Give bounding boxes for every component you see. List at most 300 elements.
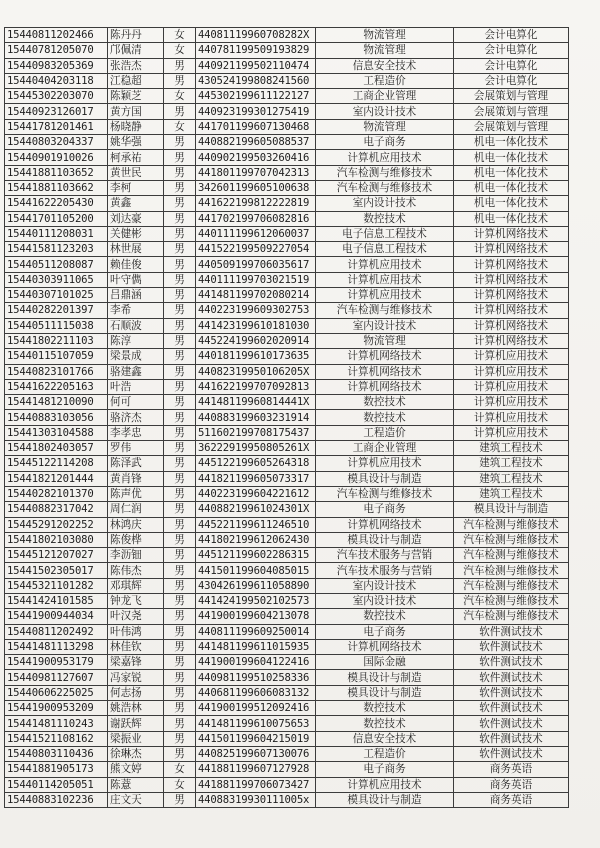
id-card-number-cell: 441622199812222819	[196, 196, 316, 211]
student-name-cell: 张浩杰	[108, 58, 164, 73]
student-id-cell: 15441481110243	[5, 716, 108, 731]
student-name-cell: 刘达豪	[108, 211, 164, 226]
class-cell: 商务英语	[454, 792, 569, 807]
student-name-cell: 黄方国	[108, 104, 164, 119]
class-cell: 计算机网络技术	[454, 226, 569, 241]
student-name-cell: 李柯	[108, 180, 164, 195]
student-id-cell: 15441303104588	[5, 425, 108, 440]
major-cell: 电子信息工程技术	[316, 242, 454, 257]
major-cell: 电子商务	[316, 762, 454, 777]
student-name-cell: 李沥钿	[108, 548, 164, 563]
class-cell: 建筑工程技术	[454, 441, 569, 456]
table-row	[5, 43, 569, 58]
major-cell: 汽车检测与维修技术	[316, 180, 454, 195]
id-card-number-cell: 441802199612062430	[196, 532, 316, 547]
student-name-cell: 柯承祐	[108, 150, 164, 165]
class-cell: 汽车检测与维修技术	[454, 563, 569, 578]
gender-cell: 男	[164, 425, 196, 440]
major-cell: 数控技术	[316, 701, 454, 716]
student-id-cell: 15440511208087	[5, 257, 108, 272]
student-id-cell: 15441521108162	[5, 731, 108, 746]
major-cell: 计算机应用技术	[316, 288, 454, 303]
student-id-cell: 15441802103080	[5, 532, 108, 547]
table-row	[5, 456, 569, 471]
student-id-cell: 15440983205369	[5, 58, 108, 73]
table-row	[5, 639, 569, 654]
student-id-cell: 15441900953209	[5, 701, 108, 716]
id-card-number-cell: 441801199707042313	[196, 165, 316, 180]
id-card-number-cell: 441481199611015935	[196, 639, 316, 654]
major-cell: 工程造价	[316, 73, 454, 88]
table-row	[5, 670, 569, 685]
gender-cell: 男	[164, 624, 196, 639]
table-row	[5, 349, 569, 364]
table-row	[5, 135, 569, 150]
student-id-cell: 15441622205163	[5, 379, 108, 394]
table-row	[5, 226, 569, 241]
gender-cell: 男	[164, 318, 196, 333]
student-name-cell: 何可	[108, 395, 164, 410]
gender-cell: 男	[164, 150, 196, 165]
student-id-cell: 15441821201444	[5, 471, 108, 486]
class-cell: 会展策划与管理	[454, 89, 569, 104]
gender-cell: 男	[164, 104, 196, 119]
major-cell: 电子商务	[316, 502, 454, 517]
gender-cell: 男	[164, 410, 196, 425]
student-id-cell: 15440606225025	[5, 685, 108, 700]
id-card-number-cell: 342601199605100638	[196, 180, 316, 195]
student-id-cell: 15440511115038	[5, 318, 108, 333]
id-card-number-cell: 440223199604221612	[196, 486, 316, 501]
major-cell: 计算机应用技术	[316, 456, 454, 471]
student-name-cell: 冯家锐	[108, 670, 164, 685]
table-row	[5, 73, 569, 88]
class-cell: 会展策划与管理	[454, 104, 569, 119]
table-row	[5, 563, 569, 578]
table-row	[5, 578, 569, 593]
class-cell: 汽车检测与维修技术	[454, 578, 569, 593]
table-row	[5, 242, 569, 257]
id-card-number-cell: 440681199606083132	[196, 685, 316, 700]
class-cell: 建筑工程技术	[454, 486, 569, 501]
student-id-cell: 15440115107059	[5, 349, 108, 364]
id-card-number-cell: 430426199611058890	[196, 578, 316, 593]
class-cell: 汽车检测与维修技术	[454, 548, 569, 563]
gender-cell: 男	[164, 639, 196, 654]
gender-cell: 男	[164, 792, 196, 807]
id-card-number-cell: 441702199706082816	[196, 211, 316, 226]
class-cell: 软件测试技术	[454, 685, 569, 700]
gender-cell: 男	[164, 441, 196, 456]
student-id-cell: 15440307101025	[5, 288, 108, 303]
student-id-cell: 15440883103056	[5, 410, 108, 425]
major-cell: 汽车技术服务与营销	[316, 563, 454, 578]
student-name-cell: 林世展	[108, 242, 164, 257]
major-cell: 数控技术	[316, 211, 454, 226]
class-cell: 计算机网络技术	[454, 288, 569, 303]
table-row	[5, 410, 569, 425]
student-id-cell: 15440823101766	[5, 364, 108, 379]
major-cell: 计算机网络技术	[316, 364, 454, 379]
major-cell: 室内设计技术	[316, 196, 454, 211]
table-row	[5, 257, 569, 272]
id-card-number-cell: 44081119960708282X	[196, 28, 316, 43]
table-row	[5, 28, 569, 43]
student-name-cell: 钟龙飞	[108, 593, 164, 608]
class-cell: 机电一体化技术	[454, 150, 569, 165]
class-cell: 汽车检测与维修技术	[454, 609, 569, 624]
table-row	[5, 180, 569, 195]
id-card-number-cell: 445121199602286315	[196, 548, 316, 563]
major-cell: 数控技术	[316, 716, 454, 731]
major-cell: 电子商务	[316, 135, 454, 150]
gender-cell: 男	[164, 165, 196, 180]
table-row	[5, 58, 569, 73]
table-row	[5, 272, 569, 287]
gender-cell: 男	[164, 685, 196, 700]
id-card-number-cell: 441522199509227054	[196, 242, 316, 257]
student-id-cell: 15445122114208	[5, 456, 108, 471]
student-name-cell: 梁景成	[108, 349, 164, 364]
student-id-cell: 15440303911065	[5, 272, 108, 287]
class-cell: 建筑工程技术	[454, 456, 569, 471]
student-id-cell: 15440404203118	[5, 73, 108, 88]
id-card-number-cell: 445224199602020914	[196, 333, 316, 348]
table-row	[5, 333, 569, 348]
major-cell: 工程造价	[316, 425, 454, 440]
class-cell: 会计电算化	[454, 58, 569, 73]
gender-cell: 男	[164, 486, 196, 501]
gender-cell: 男	[164, 670, 196, 685]
class-cell: 会计电算化	[454, 43, 569, 58]
student-name-cell: 石顺波	[108, 318, 164, 333]
table-row	[5, 593, 569, 608]
table-row	[5, 548, 569, 563]
student-name-cell: 陈伟杰	[108, 563, 164, 578]
table-row	[5, 104, 569, 119]
major-cell: 室内设计技术	[316, 104, 454, 119]
table-row	[5, 364, 569, 379]
class-cell: 会计电算化	[454, 73, 569, 88]
gender-cell: 男	[164, 333, 196, 348]
id-card-number-cell: 445122199605264318	[196, 456, 316, 471]
student-name-cell: 陈丹丹	[108, 28, 164, 43]
gender-cell: 男	[164, 471, 196, 486]
id-card-number-cell: 440882199605088537	[196, 135, 316, 150]
gender-cell: 男	[164, 242, 196, 257]
table-row	[5, 624, 569, 639]
table-row	[5, 609, 569, 624]
student-roster-table	[4, 27, 569, 808]
id-card-number-cell: 440223199609302753	[196, 303, 316, 318]
gender-cell: 男	[164, 655, 196, 670]
student-name-cell: 叶伟鸿	[108, 624, 164, 639]
id-card-number-cell: 440825199607130076	[196, 746, 316, 761]
student-id-cell: 15440882317042	[5, 502, 108, 517]
class-cell: 计算机网络技术	[454, 318, 569, 333]
gender-cell: 男	[164, 502, 196, 517]
student-id-cell: 15441881905173	[5, 762, 108, 777]
table-row	[5, 89, 569, 104]
id-card-number-cell: 440902199503260416	[196, 150, 316, 165]
table-row	[5, 746, 569, 761]
gender-cell: 男	[164, 746, 196, 761]
id-card-number-cell: 441821199605073317	[196, 471, 316, 486]
class-cell: 建筑工程技术	[454, 471, 569, 486]
gender-cell: 男	[164, 58, 196, 73]
table-row	[5, 441, 569, 456]
student-name-cell: 陈俊桦	[108, 532, 164, 547]
class-cell: 商务英语	[454, 777, 569, 792]
student-name-cell: 赖佳俊	[108, 257, 164, 272]
major-cell: 工程造价	[316, 746, 454, 761]
student-id-cell: 15440811202492	[5, 624, 108, 639]
gender-cell: 女	[164, 119, 196, 134]
student-id-cell: 15441481210090	[5, 395, 108, 410]
id-card-number-cell: 430524199808241560	[196, 73, 316, 88]
class-cell: 汽车检测与维修技术	[454, 532, 569, 547]
gender-cell: 男	[164, 701, 196, 716]
major-cell: 电子商务	[316, 624, 454, 639]
gender-cell: 男	[164, 364, 196, 379]
table-row	[5, 762, 569, 777]
gender-cell: 男	[164, 548, 196, 563]
major-cell: 数控技术	[316, 395, 454, 410]
gender-cell: 男	[164, 272, 196, 287]
major-cell: 模具设计与制造	[316, 532, 454, 547]
id-card-number-cell: 441701199607130468	[196, 119, 316, 134]
student-name-cell: 熊文婷	[108, 762, 164, 777]
table-row	[5, 303, 569, 318]
student-name-cell: 江稳超	[108, 73, 164, 88]
student-name-cell: 梁嘉锋	[108, 655, 164, 670]
table-row	[5, 716, 569, 731]
gender-cell: 男	[164, 211, 196, 226]
major-cell: 计算机网络技术	[316, 349, 454, 364]
major-cell: 计算机应用技术	[316, 777, 454, 792]
major-cell: 物流管理	[316, 28, 454, 43]
student-id-cell: 15440282101370	[5, 486, 108, 501]
table-row	[5, 379, 569, 394]
class-cell: 计算机网络技术	[454, 303, 569, 318]
gender-cell: 男	[164, 532, 196, 547]
id-card-number-cell: 441881199607127928	[196, 762, 316, 777]
gender-cell: 男	[164, 135, 196, 150]
class-cell: 机电一体化技术	[454, 196, 569, 211]
id-card-number-cell: 440781199509193829	[196, 43, 316, 58]
major-cell: 计算机应用技术	[316, 150, 454, 165]
class-cell: 模具设计与制造	[454, 502, 569, 517]
major-cell: 模具设计与制造	[316, 670, 454, 685]
table-row	[5, 655, 569, 670]
student-id-cell: 15440811202466	[5, 28, 108, 43]
class-cell: 软件测试技术	[454, 731, 569, 746]
student-name-cell: 陈声优	[108, 486, 164, 501]
major-cell: 计算机网络技术	[316, 517, 454, 532]
major-cell: 室内设计技术	[316, 593, 454, 608]
class-cell: 软件测试技术	[454, 670, 569, 685]
student-id-cell: 15445291202252	[5, 517, 108, 532]
student-name-cell: 骆济杰	[108, 410, 164, 425]
gender-cell: 男	[164, 716, 196, 731]
table-row	[5, 165, 569, 180]
student-name-cell: 周仁润	[108, 502, 164, 517]
class-cell: 计算机应用技术	[454, 349, 569, 364]
student-id-cell: 15441622205430	[5, 196, 108, 211]
student-name-cell: 林佳钦	[108, 639, 164, 654]
major-cell: 计算机网络技术	[316, 379, 454, 394]
major-cell: 物流管理	[316, 333, 454, 348]
class-cell: 机电一体化技术	[454, 165, 569, 180]
student-name-cell: 姚浩林	[108, 701, 164, 716]
table-row	[5, 196, 569, 211]
class-cell: 软件测试技术	[454, 624, 569, 639]
major-cell: 物流管理	[316, 43, 454, 58]
id-card-number-cell: 440981199510258336	[196, 670, 316, 685]
major-cell: 汽车检测与维修技术	[316, 165, 454, 180]
class-cell: 机电一体化技术	[454, 180, 569, 195]
gender-cell: 男	[164, 180, 196, 195]
student-id-cell: 15441581123203	[5, 242, 108, 257]
class-cell: 计算机网络技术	[454, 272, 569, 287]
class-cell: 软件测试技术	[454, 639, 569, 654]
student-name-cell: 陈颖芝	[108, 89, 164, 104]
class-cell: 软件测试技术	[454, 716, 569, 731]
gender-cell: 男	[164, 226, 196, 241]
id-card-number-cell: 441881199706073427	[196, 777, 316, 792]
student-id-cell: 15441900944034	[5, 609, 108, 624]
student-id-cell: 15440111208031	[5, 226, 108, 241]
student-name-cell: 邝佩清	[108, 43, 164, 58]
major-cell: 信息安全技术	[316, 58, 454, 73]
class-cell: 会展策划与管理	[454, 119, 569, 134]
major-cell: 模具设计与制造	[316, 792, 454, 807]
table-row	[5, 150, 569, 165]
major-cell: 计算机应用技术	[316, 272, 454, 287]
major-cell: 数控技术	[316, 410, 454, 425]
student-name-cell: 谢跃辉	[108, 716, 164, 731]
major-cell: 计算机应用技术	[316, 257, 454, 272]
gender-cell: 男	[164, 609, 196, 624]
student-id-cell: 15441802403057	[5, 441, 108, 456]
table-row	[5, 517, 569, 532]
class-cell: 汽车检测与维修技术	[454, 517, 569, 532]
class-cell: 计算机网络技术	[454, 257, 569, 272]
gender-cell: 男	[164, 456, 196, 471]
student-name-cell: 林鸿庆	[108, 517, 164, 532]
class-cell: 计算机应用技术	[454, 379, 569, 394]
id-card-number-cell: 44088219961024301X	[196, 502, 316, 517]
student-name-cell: 陈淳	[108, 333, 164, 348]
id-card-number-cell: 441423199610181030	[196, 318, 316, 333]
table-row	[5, 731, 569, 746]
gender-cell: 男	[164, 578, 196, 593]
class-cell: 机电一体化技术	[454, 211, 569, 226]
student-id-cell: 15440114205051	[5, 777, 108, 792]
id-card-number-cell: 445221199611246510	[196, 517, 316, 532]
gender-cell: 男	[164, 257, 196, 272]
student-name-cell: 关健彬	[108, 226, 164, 241]
id-card-number-cell: 440509199706035617	[196, 257, 316, 272]
gender-cell: 男	[164, 593, 196, 608]
major-cell: 汽车检测与维修技术	[316, 303, 454, 318]
student-name-cell: 吕鼎涵	[108, 288, 164, 303]
id-card-number-cell: 440921199502110474	[196, 58, 316, 73]
major-cell: 工商企业管理	[316, 441, 454, 456]
gender-cell: 男	[164, 303, 196, 318]
student-id-cell: 15441481113298	[5, 639, 108, 654]
class-cell: 软件测试技术	[454, 655, 569, 670]
id-card-number-cell: 441424199502102573	[196, 593, 316, 608]
class-cell: 计算机应用技术	[454, 410, 569, 425]
gender-cell: 男	[164, 288, 196, 303]
major-cell: 汽车技术服务与营销	[316, 548, 454, 563]
student-name-cell: 梁振业	[108, 731, 164, 746]
gender-cell: 男	[164, 196, 196, 211]
class-cell: 计算机应用技术	[454, 364, 569, 379]
table-row	[5, 685, 569, 700]
student-id-cell: 15440923126017	[5, 104, 108, 119]
class-cell: 软件测试技术	[454, 746, 569, 761]
gender-cell: 男	[164, 379, 196, 394]
table-row	[5, 792, 569, 807]
student-id-cell: 15441881103652	[5, 165, 108, 180]
major-cell: 汽车检测与维修技术	[316, 486, 454, 501]
id-card-number-cell: 441900199604213078	[196, 609, 316, 624]
id-card-number-cell: 441481199702080214	[196, 288, 316, 303]
id-card-number-cell: 445302199611122127	[196, 89, 316, 104]
id-card-number-cell: 440883199603231914	[196, 410, 316, 425]
student-name-cell: 陈泽武	[108, 456, 164, 471]
major-cell: 工商企业管理	[316, 89, 454, 104]
table-row	[5, 471, 569, 486]
id-card-number-cell: 440111199612060037	[196, 226, 316, 241]
table-row	[5, 395, 569, 410]
student-name-cell: 黄肖锋	[108, 471, 164, 486]
student-id-cell: 15440803204337	[5, 135, 108, 150]
student-id-cell: 15440981127607	[5, 670, 108, 685]
student-name-cell: 叶守儁	[108, 272, 164, 287]
table-row	[5, 502, 569, 517]
student-name-cell: 骆建鑫	[108, 364, 164, 379]
student-name-cell: 叶汉尧	[108, 609, 164, 624]
class-cell: 计算机网络技术	[454, 242, 569, 257]
gender-cell: 男	[164, 517, 196, 532]
gender-cell: 男	[164, 349, 196, 364]
gender-cell: 男	[164, 73, 196, 88]
student-name-cell: 陈薏	[108, 777, 164, 792]
id-card-number-cell: 440111199703021519	[196, 272, 316, 287]
major-cell: 国际金融	[316, 655, 454, 670]
table-row	[5, 425, 569, 440]
gender-cell: 女	[164, 43, 196, 58]
table-row	[5, 318, 569, 333]
gender-cell: 男	[164, 563, 196, 578]
id-card-number-cell: 511602199708175437	[196, 425, 316, 440]
major-cell: 计算机网络技术	[316, 639, 454, 654]
id-card-number-cell: 36222919950805261X	[196, 441, 316, 456]
student-name-cell: 邓琪辉	[108, 578, 164, 593]
major-cell: 数控技术	[316, 609, 454, 624]
student-id-cell: 15441424101585	[5, 593, 108, 608]
table-row	[5, 486, 569, 501]
student-id-cell: 15440781205070	[5, 43, 108, 58]
student-id-cell: 15445302203070	[5, 89, 108, 104]
class-cell: 计算机网络技术	[454, 333, 569, 348]
id-card-number-cell: 441501199604215019	[196, 731, 316, 746]
roster-body	[5, 28, 569, 808]
class-cell: 计算机应用技术	[454, 425, 569, 440]
